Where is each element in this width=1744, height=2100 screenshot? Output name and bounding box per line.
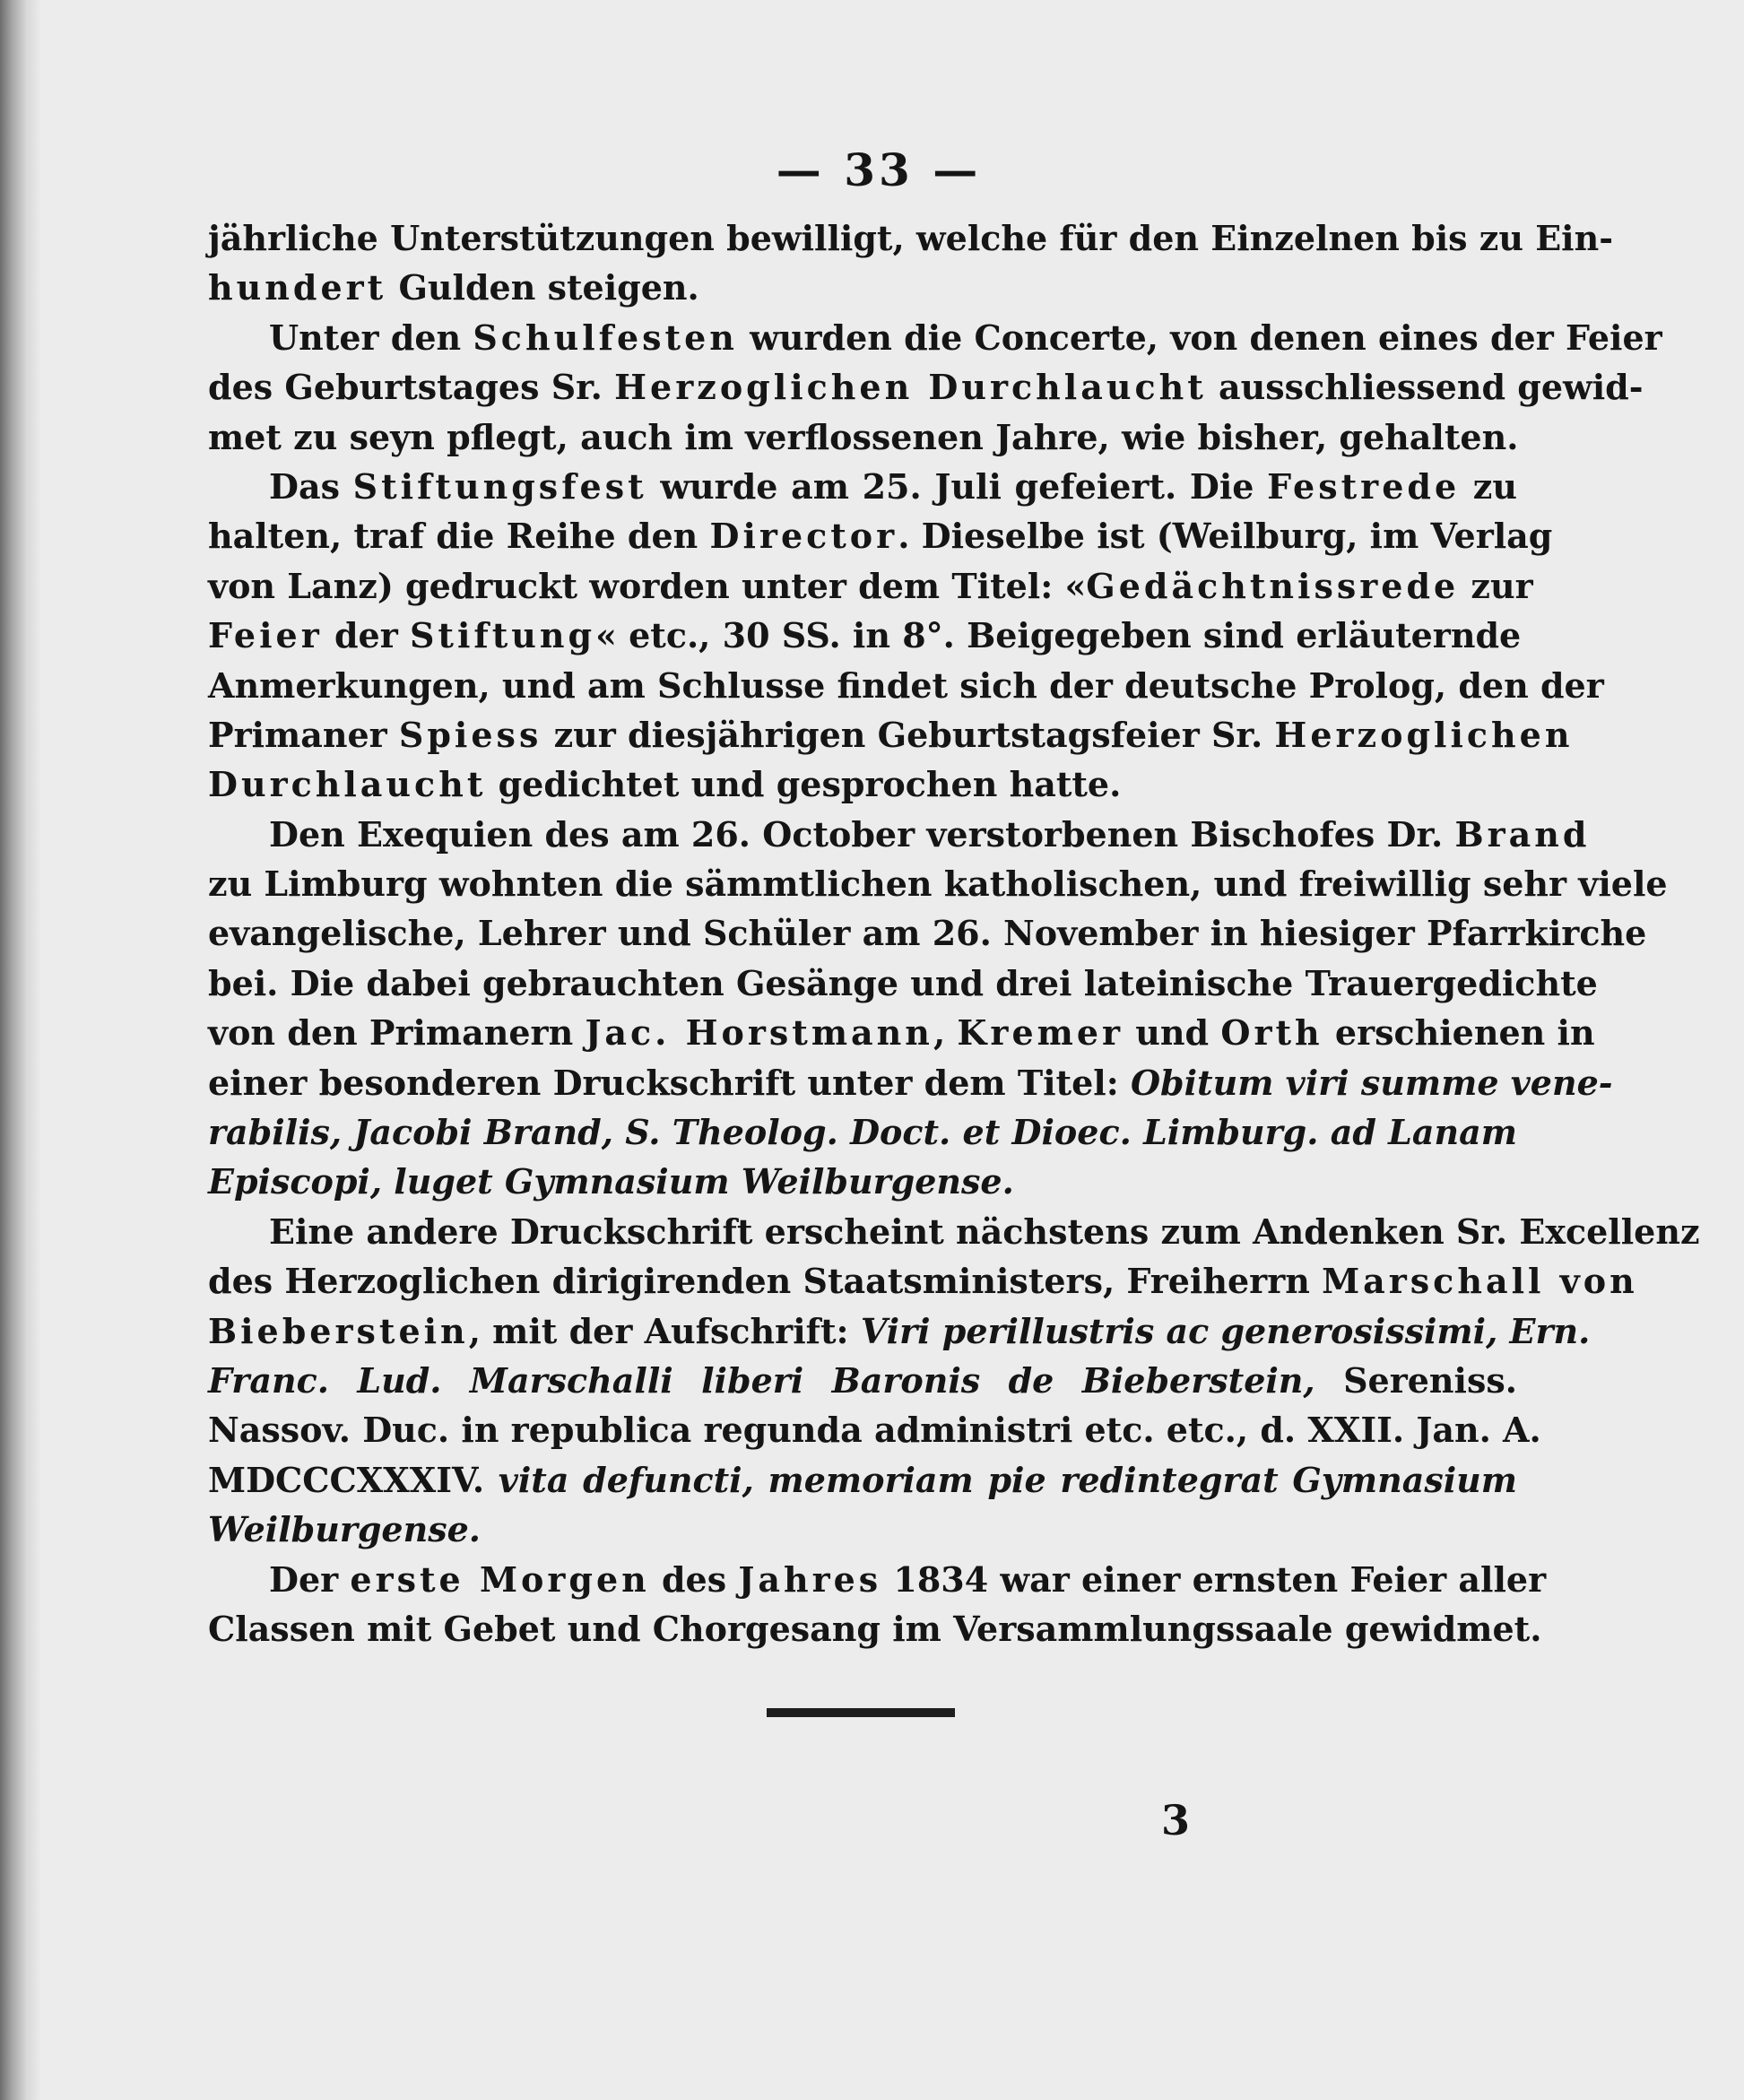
text-line: einer besonderen Druckschrift unter dem Titel: Obitum viri summe vene- [208,1062,1613,1103]
text-line: Episcopi, luget Gymnasium Weilburgense. [208,1161,1014,1202]
text-line: bei. Die dabei gebrauchten Gesänge und drei lateinische Trauergedichte [208,962,1598,1003]
text-line: Bieberstein, mit der Aufschrift: Viri perillustris ac generosissimi, Ern. [208,1310,1591,1351]
paragraph-start-line: Das Stiftungsfest wurde am 25. Juli gefeiert. Die Festrede zu [269,465,1518,507]
text-line: Anmerkungen, und am Schlusse findet sich der deutsche Prolog, den der [208,664,1604,706]
page-binding-shadow [0,0,41,2100]
paragraph-start-line: Eine andere Druckschrift erscheint nächstens zum Andenken Sr. Excellenz [269,1211,1700,1252]
text-line: des Herzoglichen dirigirenden Staatsministers, Freiherrn Marschall von [208,1261,1638,1302]
paragraph-start-line: Unter den Schulfesten wurden die Concerte, von denen eines der Feier [269,317,1662,358]
text-line: zu Limburg wohnten die sämmtlichen katholischen, und freiwillig sehr viele [208,863,1668,905]
text-line: Primaner Spiess zur diesjährigen Geburtstagsfeier Sr. Herzoglichen [208,714,1574,755]
page-number: — 33 — [776,143,982,196]
text-line: met zu seyn pflegt, auch im verflossenen Jahre, wie bisher, gehalten. [208,416,1519,457]
text-line: MDCCCXXXIV. vita defuncti, memoriam pie redintegrat Gymnasium [208,1459,1517,1500]
body-text [208,213,1700,1653]
text-line: von den Primanern Jac. Horstmann, Kremer und Orth erschienen in [208,1012,1595,1054]
text-line: hundert Gulden steigen. [208,267,699,308]
text-line: des Geburtstages Sr. Herzoglichen Durchlaucht ausschliessend gewid- [208,367,1644,408]
closing-rule [767,1708,955,1717]
text-line: Durchlaucht gedichtet und gesprochen hatte. [208,764,1122,805]
text-line: Nassov. Duc. in republica regunda administri etc. etc., d. XXII. Jan. A. [208,1410,1541,1451]
text-line: evangelische, Lehrer und Schüler am 26. November in hiesiger Pfarrkirche [208,913,1647,954]
paragraph-start-line: Den Exequien des am 26. October verstorbenen Bischofes Dr. Brand [269,813,1591,855]
text-line: von Lanz) gedruckt worden unter dem Titel: «Gedächtnissrede zur [208,565,1533,606]
text-line: Classen mit Gebet und Chorgesang im Versammlungssaale gewidmet. [208,1608,1542,1649]
paragraph-start-line: Der erste Morgen des Jahres 1834 war einer ernsten Feier aller [269,1558,1547,1600]
text-line: Franc. Lud. Marschalli liberi Baronis de Bieberstein, Sereniss. [208,1359,1517,1401]
text-line: rabilis, Jacobi Brand, S. Theolog. Doct. et Dioec. Limburg. ad Lanam [208,1112,1517,1153]
text-line: jährliche Unterstützungen bewilligt, welche für den Einzelnen bis zu Ein- [208,218,1613,258]
signature-mark: 3 [1161,1796,1191,1844]
text-line: Weilburgense. [208,1509,482,1550]
text-line: halten, traf die Reihe den Director. Dieselbe ist (Weilburg, im Verlag [208,516,1553,557]
text-line: Feier der Stiftung« etc., 30 SS. in 8°. Beigegeben sind erläuternde [208,615,1522,656]
